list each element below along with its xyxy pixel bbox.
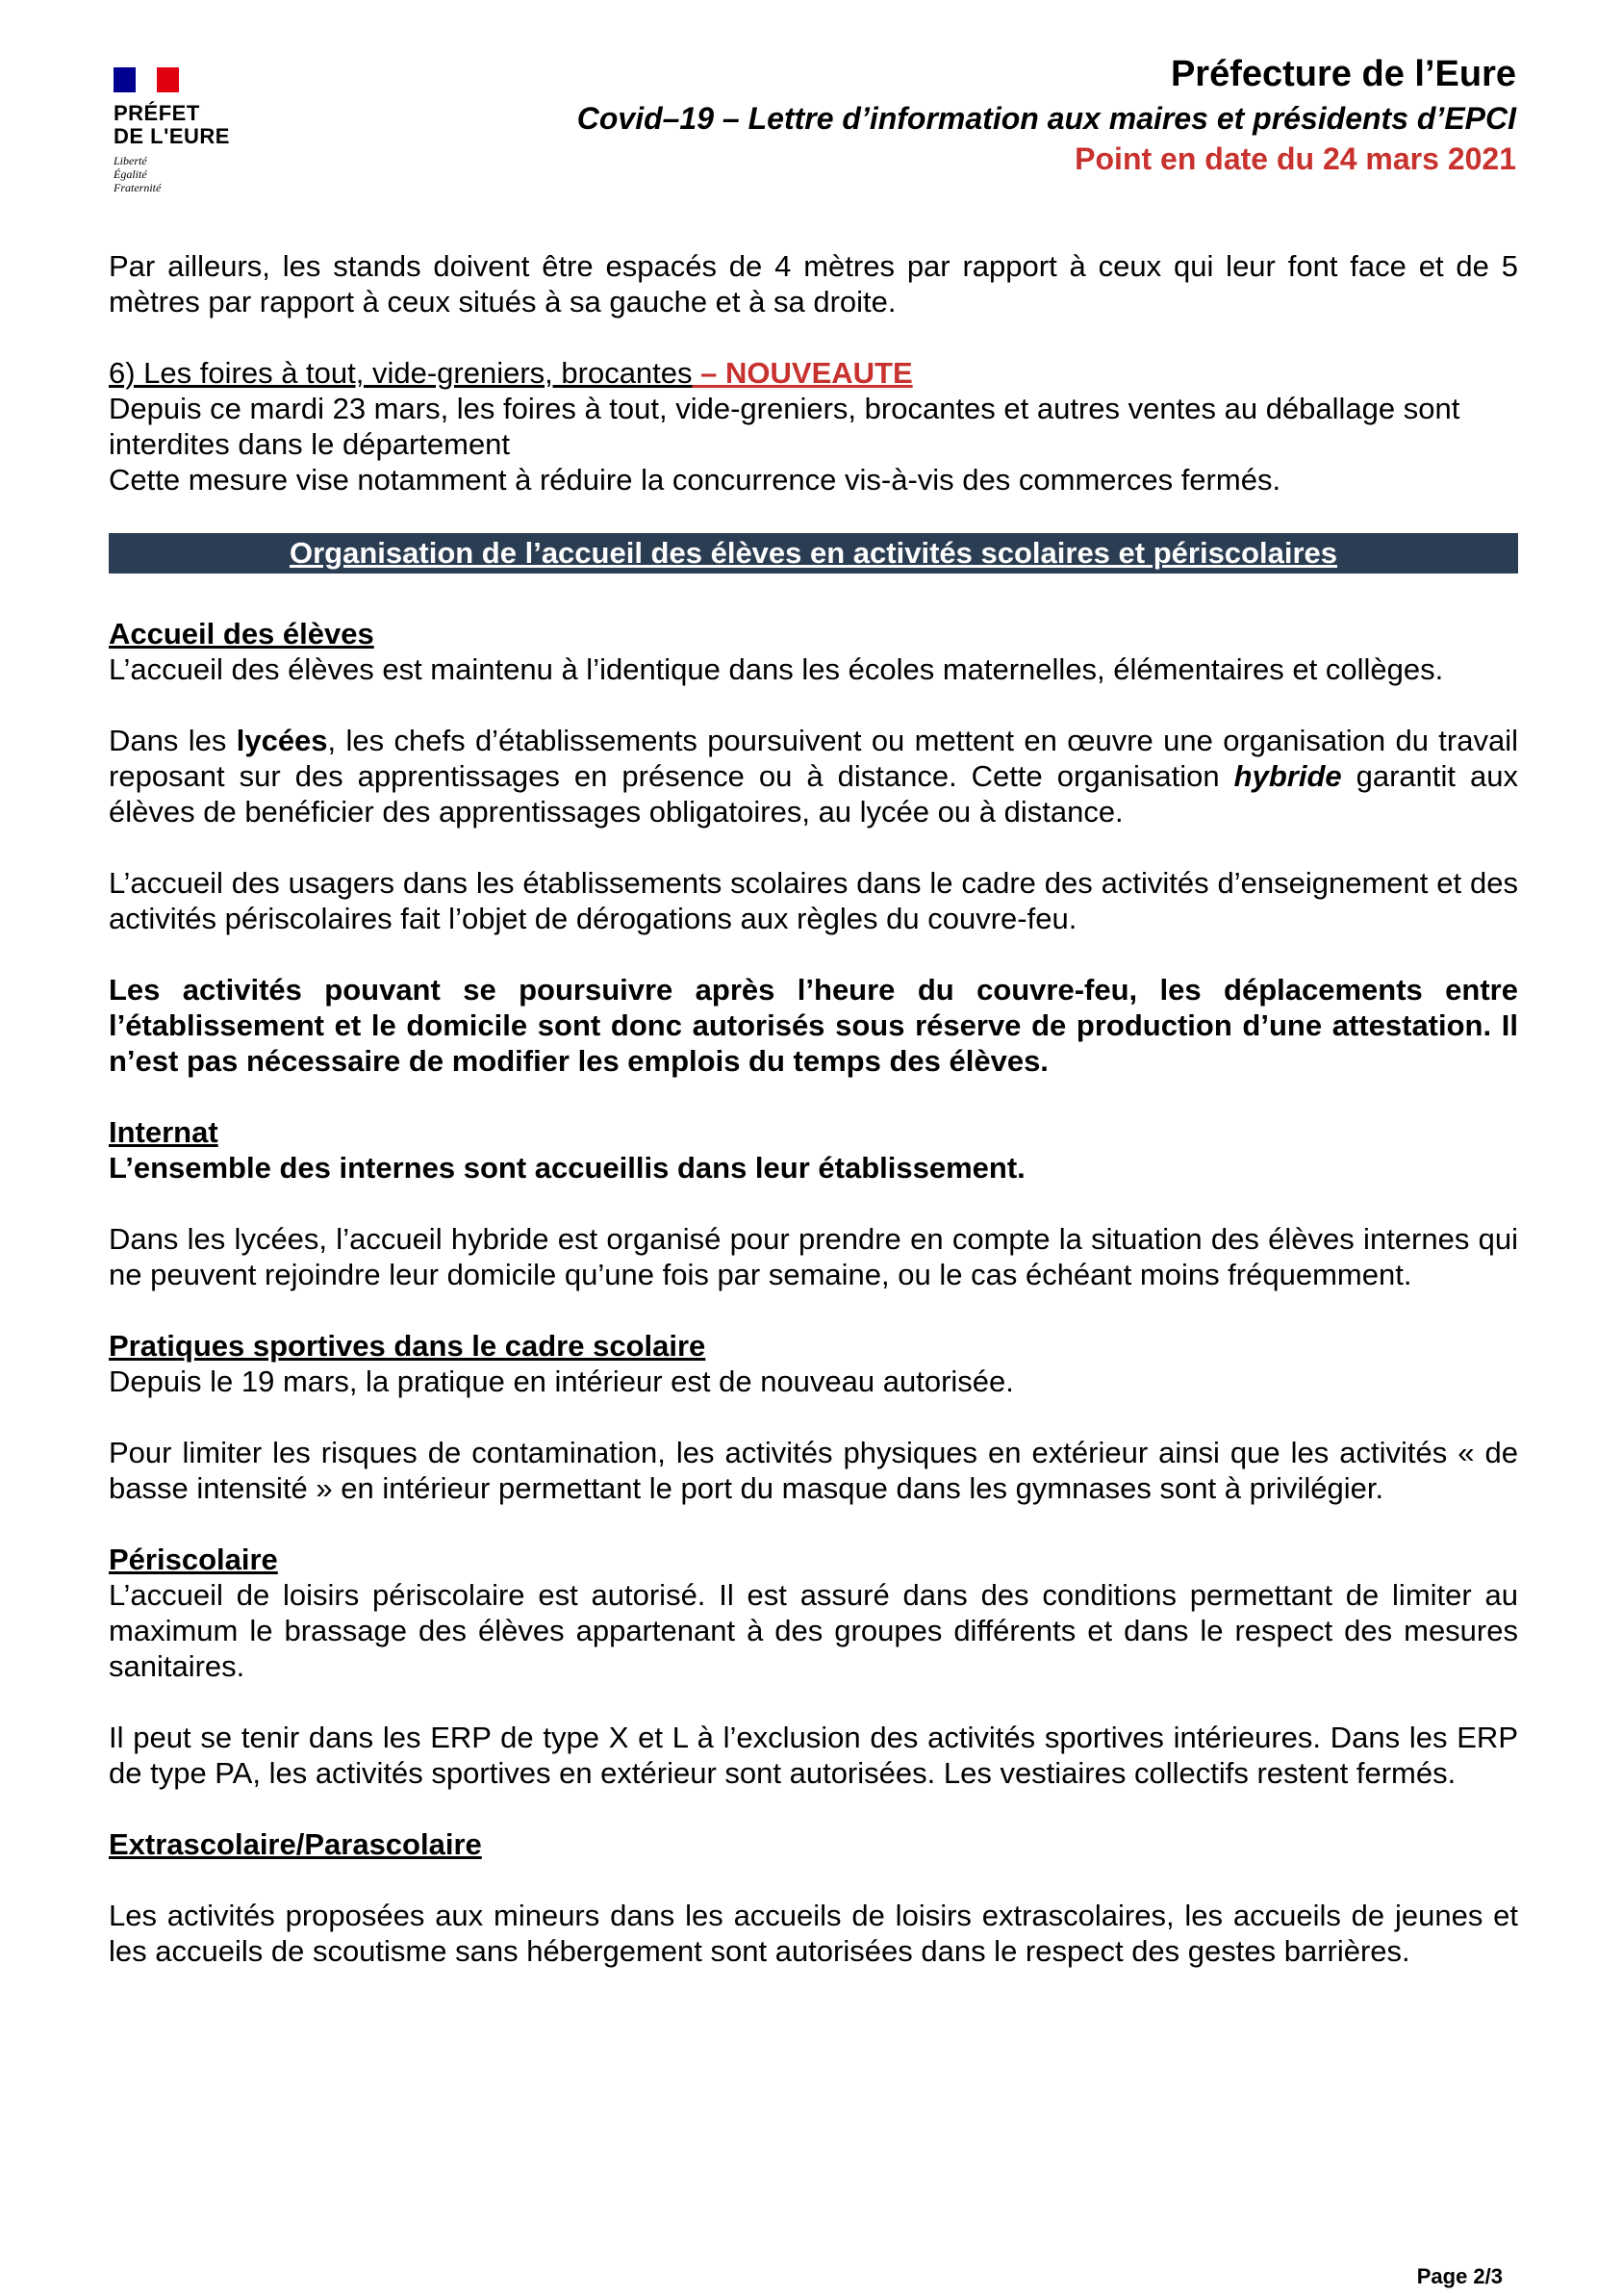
motto-fraternite: Fraternité (114, 181, 162, 194)
extrascolaire-paragraph-1: Les activités proposées aux mineurs dans les accueils de loisirs extrascolaires, les accueils de jeunes et les accueils de scoutisme sans hébergement sont autorisées dans le respect des gestes barrières. (109, 1899, 1518, 1968)
accueil-paragraph-3: L’accueil des usagers dans les établissements scolaires dans le cadre des activités d’enseignement et des activités périscolaires fait l’objet de dérogations aux règles du couvre-feu. (109, 866, 1518, 935)
motto-liberte: Liberté (114, 154, 147, 167)
sport-paragraph-1: Depuis le 19 mars, la pratique en intérieur est de nouveau autorisée. (109, 1365, 1014, 1398)
logo-line-1: PRÉFET (114, 101, 200, 125)
accueil-p2-lycees: lycées (236, 724, 328, 757)
internat-paragraph-2: Dans les lycées, l’accueil hybride est organisé pour prendre en compte la situation des élèves internes qui ne peuvent rejoindre leur domicile qu’une fois par semaine, ou le cas échéant moins fréquemment. (109, 1222, 1518, 1291)
foires-paragraph-1: Depuis ce mardi 23 mars, les foires à tout, vide-greniers, brocantes et autres ventes au déballage sont interdites dans le département (109, 392, 1460, 461)
document-header (577, 50, 1516, 179)
nouveaute-tag: NOUVEAUTE (725, 356, 913, 390)
accueil-p2-text-e: garantit aux élèves de benéficier des apprentissages obligatoires, au lycée ou à distance. (109, 759, 1518, 829)
header-subtitle: Covid–19 – Lettre d’information aux maires et présidents d’EPCI (576, 101, 1516, 136)
section-banner: Organisation de l’accueil des élèves en activités scolaires et périscolaires (109, 533, 1518, 574)
foires-title-line (109, 355, 1518, 391)
header-title: Préfecture de l’Eure (1170, 54, 1516, 94)
logo-motto (114, 154, 267, 194)
accueil-paragraph-4: Les activités pouvant se poursuivre après l’heure du couvre-feu, les déplacements entre l’établissement et le domicile sont donc autorisés sous réserve de production d’une attestation. Il n’est pas nécessaire de modifier les emplois du temps des élèves. (109, 973, 1518, 1078)
motto-egalite: Égalité (114, 167, 147, 181)
foires-paragraph-2: Cette mesure vise notamment à réduire la concurrence vis-à-vis des commerces fermés. (109, 463, 1281, 497)
page-number: Page 2/3 (1416, 2264, 1503, 2288)
periscolaire-heading: Périscolaire (109, 1543, 278, 1576)
prefet-logo (114, 67, 267, 194)
periscolaire-paragraph-1: L’accueil de loisirs périscolaire est autorisé. Il est assuré dans des conditions permettant de limiter au maximum le brassage des élèves appartenant à des groupes différents et dans le respect des mesures sanitaires. (109, 1578, 1518, 1683)
accueil-p2-text-a: Dans les (109, 724, 237, 757)
foires-heading: 6) Les foires à tout, vide-greniers, brocantes (109, 356, 693, 390)
internat-paragraph-1: L’ensemble des internes sont accueillis dans leur établissement. (109, 1151, 1026, 1185)
document-body (109, 248, 1518, 1969)
sport-heading: Pratiques sportives dans le cadre scolaire (109, 1329, 706, 1363)
sport-paragraph-2: Pour limiter les risques de contamination, les activités physiques en extérieur ainsi que les activités « de basse intensité » en intérieur permettant le port du masque dans les gymnases sont à privilégier. (109, 1436, 1518, 1505)
french-flag-icon (114, 67, 179, 92)
accueil-p2-hybride: hybride (1233, 759, 1342, 793)
accueil-p2-text-c: , les chefs d’établissements poursuivent ou mettent en œuvre une organisation du travail reposant sur des apprentissages en présence ou à distance. Cette organisation (109, 724, 1518, 793)
header-date: Point en date du 24 mars 2021 (1075, 141, 1516, 176)
logo-line-2: DE L'EURE (114, 124, 230, 148)
foires-dash: – (692, 356, 725, 390)
accueil-heading: Accueil des élèves (109, 617, 374, 651)
internat-heading: Internat (109, 1115, 218, 1149)
extrascolaire-heading: Extrascolaire/Parascolaire (109, 1827, 482, 1861)
accueil-paragraph-2 (109, 723, 1518, 829)
periscolaire-paragraph-2: Il peut se tenir dans les ERP de type X et L à l’exclusion des activités sportives intérieures. Dans les ERP de type PA, les activités sportives en extérieur sont autorisées. Les vestiaires collectifs restent fermés. (109, 1721, 1518, 1790)
accueil-paragraph-1: L’accueil des élèves est maintenu à l’identique dans les écoles maternelles, élémentaires et collèges. (109, 652, 1444, 686)
stands-paragraph: Par ailleurs, les stands doivent être espacés de 4 mètres par rapport à ceux qui leur font face et de 5 mètres par rapport à ceux situés à sa gauche et à sa droite. (109, 249, 1518, 319)
